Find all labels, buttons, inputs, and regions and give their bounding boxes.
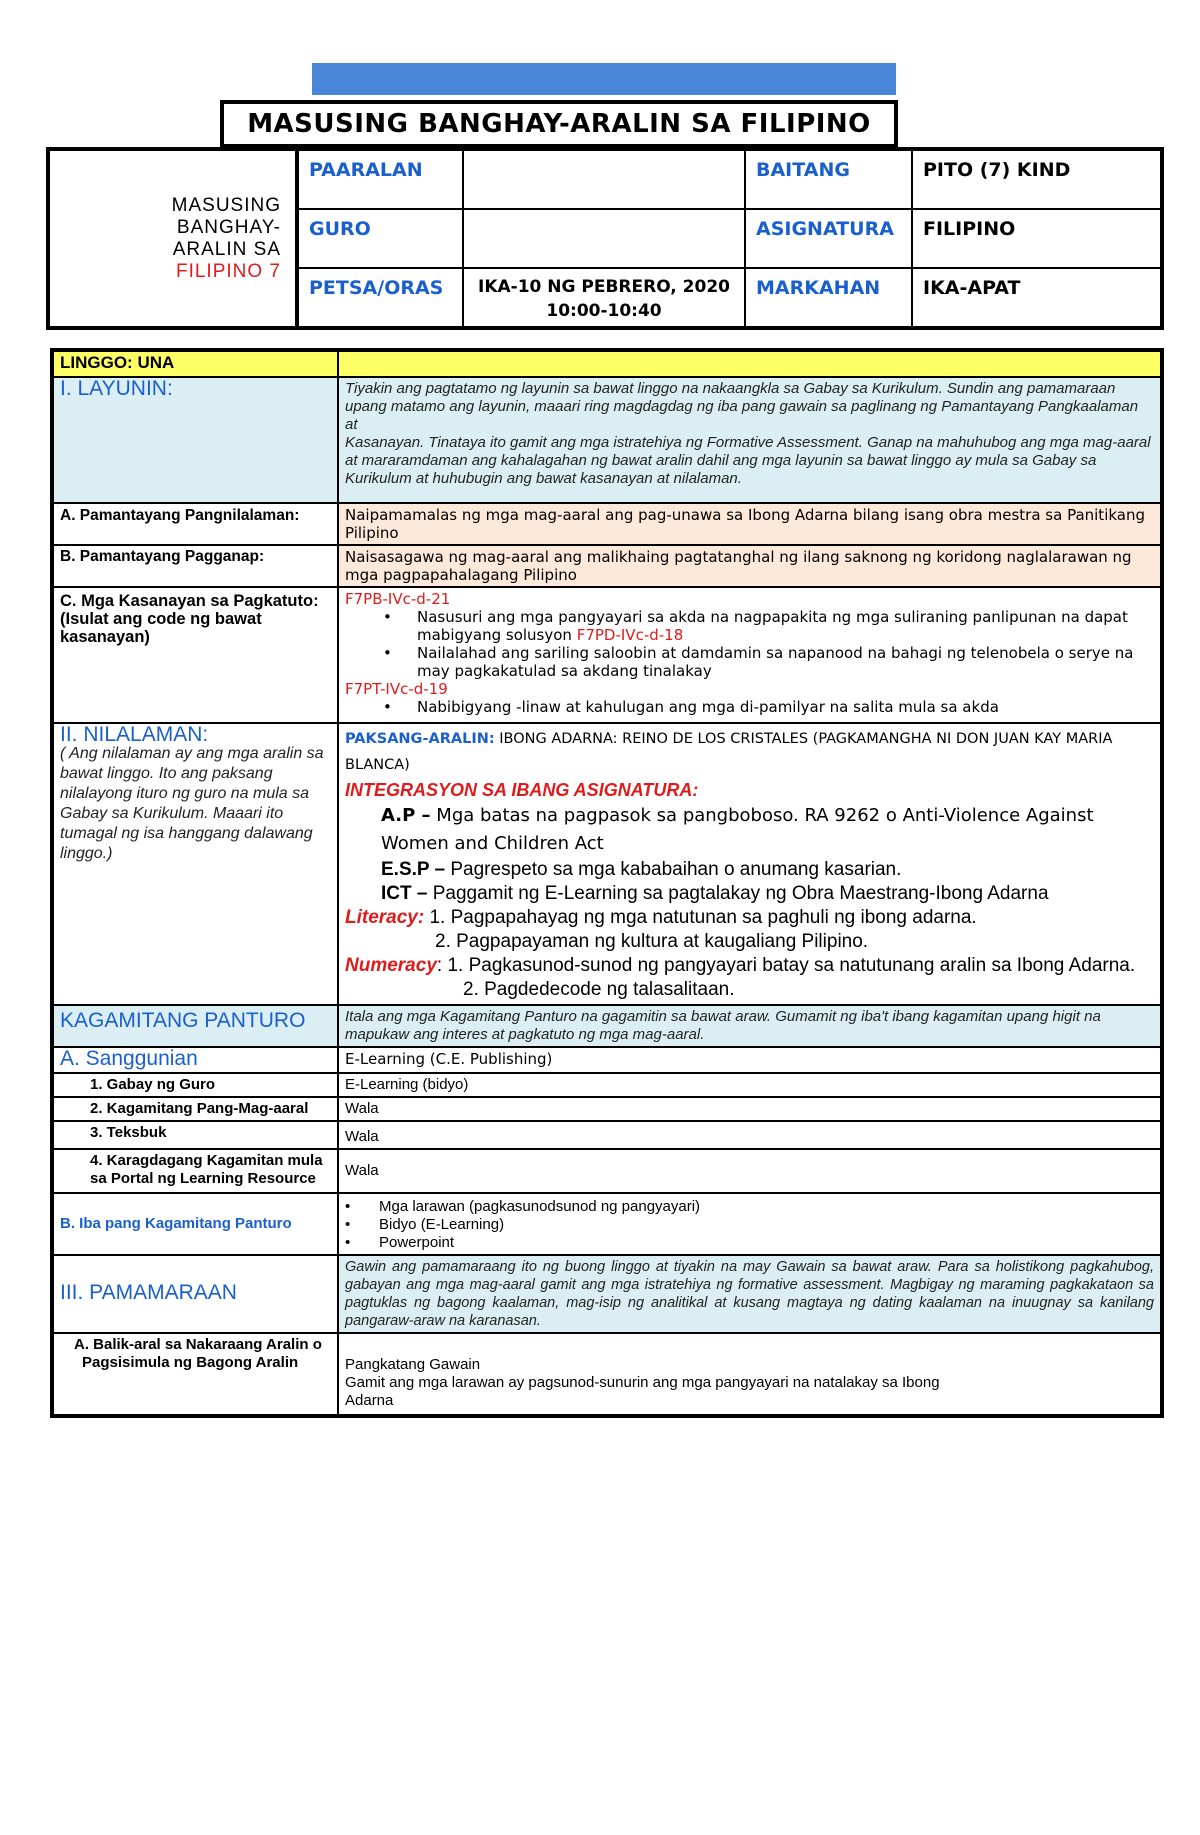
logo-line-2: BANGHAY-: [176, 216, 281, 238]
ap-text: Mga batas na pagpasok sa pangboboso. RA 9262 o Anti-Violence Against Women and Children Act: [381, 805, 1094, 854]
layunin-text-2: Kasanayan. Tinataya ito gamit ang mga istratehiya ng Formative Assessment. Ganap na mahuhubog ang mga mag-aaral at mararamdaman ang kahalagahan ng bawat aralin dahil ang mga layunin sa bawat linggo ay mula sa Gabay sa Kurikulum at huhubugin ang bawat kasanayan at nilalaman.: [345, 434, 1151, 487]
integrasyon-heading: INTEGRASYON SA IBANG ASIGNATURA:: [345, 780, 699, 800]
iba-pang-list: [338, 1193, 1162, 1255]
pagganap-label: B. Pamantayang Pagganap:: [52, 545, 338, 587]
layunin-label: I. LAYUNIN:: [60, 377, 173, 400]
teksbuk-value: Wala: [338, 1121, 1162, 1149]
iba-pang-item-2: [345, 1216, 1154, 1234]
kasanayan-content: [338, 587, 1162, 723]
iba-pang-item-3: [345, 1234, 1154, 1252]
logo-block: [48, 149, 297, 328]
guro-label: GURO: [297, 209, 463, 268]
kasanayan-item-1-body: [417, 608, 1154, 644]
bullet-icon: •: [383, 608, 392, 626]
numeracy-label: Numeracy: [345, 955, 437, 976]
balik-aral-line-2: Gamit ang mga larawan ay pagsunod-sunurin ang mga pangyayari na natalakay sa Ibong: [345, 1374, 940, 1391]
pangnilalaman-text: Naipamamalas ng mga mag-aaral ang pag-unawa sa Ibong Adarna bilang isang obra mestra sa Panitikang Pilipino: [338, 503, 1162, 545]
balik-aral-line-1: Pangkatang Gawain: [345, 1356, 481, 1373]
iba-pang-row: [52, 1193, 1162, 1255]
pangnilalaman-label: A. Pamantayang Pangnilalaman:: [52, 503, 338, 545]
petsa-date: IKA-10 NG PEBRERO, 2020: [478, 277, 730, 297]
teksbuk-row: [52, 1121, 1162, 1149]
kasanayan-item-1-text: Nasusuri ang mga pangyayari sa akda na nagpapakita ng mga suliraning panlipunan na dapat mabigyang solusyon: [417, 608, 1128, 644]
nilalaman-content: [338, 723, 1162, 1005]
sanggunian-row: [52, 1047, 1162, 1073]
iba-pang-item-1-text: Mga larawan (pagkasunodsunod ng pangyayari): [379, 1198, 701, 1215]
layunin-row: [52, 377, 1162, 503]
numeracy-2: 2. Pagdedecode ng talasalitaan.: [463, 979, 735, 1000]
kagamitan-cell: [52, 1005, 338, 1047]
top-accent-bar: [312, 63, 896, 95]
kagamitang-pang-value: Wala: [338, 1097, 1162, 1121]
kasanayan-item-1: [345, 608, 1154, 644]
asignatura-value: FILIPINO: [912, 209, 1162, 268]
ict-line: [345, 882, 1154, 906]
gabay-value: E-Learning (bidyo): [338, 1073, 1162, 1097]
baitang-value: PITO (7) KIND: [912, 149, 1162, 209]
pamamaraan-label: III. PAMAMARAAN: [60, 1281, 237, 1304]
petsa-label: PETSA/ORAS: [297, 268, 463, 328]
iba-pang-item-1: [345, 1198, 1154, 1216]
pamamaraan-text: Gawin ang pamamaraang ito ng buong linggo at tiyakin na may Gawain sa bawat araw. Para sa holistikong pagkahubog, gabayan ang mga mag-aaral gamit ang mga istratehiya ng formative assessment. Magbigay ng maraming pagkakataon sa pagtuklas ng bagong kaalaman, mag-isip ng analitikal at kusang magtaya ng dating kaalaman na inuugnay sa kanilang pangaraw-araw na karanasan.: [338, 1255, 1162, 1333]
logo-line-4: FILIPINO 7: [175, 260, 281, 282]
page-title: MASUSING BANGHAY-ARALIN SA FILIPINO: [220, 100, 898, 148]
karagdagang-label: 4. Karagdagang Kagamitan mula sa Portal ng Learning Resource: [52, 1149, 338, 1193]
pamamaraan-cell: [52, 1255, 338, 1333]
bullet-icon: •: [345, 1234, 351, 1251]
kagamitan-text: Itala ang mga Kagamitang Panturo na gagamitin sa bawat araw. Gumamit ng iba't ibang kagamitan upang higit na mapukaw ang interes at pagkatuto ng mga mag-aaral.: [338, 1005, 1162, 1047]
bullet-icon: •: [345, 1216, 351, 1233]
literacy-1: 1. Pagpapahayag ng mga natutunan sa paghuli ng ibong adarna.: [429, 907, 977, 928]
balik-aral-line-3: Adarna: [345, 1392, 394, 1409]
esp-text: Pagrespeto sa mga kababaihan o anumang kasarian.: [450, 859, 902, 880]
iba-pang-item-2-text: Bidyo (E-Learning): [379, 1216, 505, 1233]
layunin-text: [338, 377, 1162, 503]
logo-line-1: MASUSING: [171, 194, 281, 216]
kasanayan-item-2-text: Nailalahad ang sariling saloobin at damdamin sa napanood na bahagi ng telenobela o serye na may pagkakatulad sa akdang tinalakay: [417, 644, 1134, 680]
logo-line-3: ARALIN SA: [172, 238, 281, 260]
markahan-value: IKA-APAT: [912, 268, 1162, 328]
ap-label: A.P –: [381, 805, 431, 826]
balik-aral-label: A. Balik-aral sa Nakaraang Aralin o Pagsisimula ng Bagong Aralin: [52, 1333, 338, 1416]
pangnilalaman-row: [52, 503, 1162, 545]
literacy-2: 2. Pagpapayaman ng kultura at kaugaliang Pilipino.: [435, 931, 869, 952]
layunin-text-1: Tiyakin ang pagtatamo ng layunin sa bawat linggo na nakaangkla sa Gabay sa Kurikulum. Sundin ang pamamaraan upang matamo ang layunin, maaari ring magdagdag ng iba pang gawain sa paglinang ng Pamantayang Pangkaalaman at: [345, 380, 1139, 433]
numeracy-1: : 1. Pagkasunod-sunod ng pangyayari batay sa natutunang aralin sa Ibong Adarna.: [436, 955, 1136, 976]
markahan-label: MARKAHAN: [745, 268, 912, 328]
kasanayan-code-1: F7PB-IVc-d-21: [345, 590, 451, 608]
kasanayan-row: [52, 587, 1162, 723]
linggo-row: [52, 350, 1162, 377]
esp-line: [345, 858, 1154, 882]
kasanayan-code-2: F7PD-IVc-d-18: [576, 626, 684, 644]
paaralan-value: [463, 149, 745, 209]
info-table: [46, 147, 1164, 330]
paksa-text: IBONG ADARNA: REINO DE LOS CRISTALES (PAGKAMANGHA NI DON JUAN KAY MARIA BLANCA): [345, 731, 1113, 773]
esp-label: E.S.P –: [381, 859, 446, 880]
ap-line: [345, 802, 1154, 858]
guro-value: [463, 209, 745, 268]
literacy-label: Literacy:: [345, 907, 425, 928]
pagganap-row: [52, 545, 1162, 587]
nilalaman-cell: [52, 723, 338, 1005]
ict-label: ICT –: [381, 883, 428, 904]
nilalaman-label: II. NILALAMAN:: [60, 723, 209, 746]
linggo-label: LINGGO: UNA: [52, 350, 338, 377]
sanggunian-label: A. Sanggunian: [60, 1047, 198, 1070]
kasanayan-item-3-text: Nabibigyang -linaw at kahulugan ang mga di-pamilyar na salita mula sa akda: [417, 698, 999, 716]
kagamitan-row: [52, 1005, 1162, 1047]
petsa-time: 10:00-10:40: [546, 301, 662, 321]
asignatura-label: ASIGNATURA: [745, 209, 912, 268]
paaralan-label: PAARALAN: [297, 149, 463, 209]
karagdagang-row: [52, 1149, 1162, 1193]
petsa-value: [463, 268, 745, 328]
lesson-plan-table: [50, 348, 1164, 1418]
kagamitang-pang-row: [52, 1097, 1162, 1121]
balik-aral-row: [52, 1333, 1162, 1416]
karagdagang-value: Wala: [338, 1149, 1162, 1193]
iba-pang-item-3-text: Powerpoint: [379, 1234, 455, 1251]
ict-text: Paggamit ng E-Learning sa pagtalakay ng Obra Maestrang-Ibong Adarna: [432, 883, 1049, 904]
sanggunian-value: E-Learning (C.E. Publishing): [338, 1047, 1162, 1073]
gabay-label: 1. Gabay ng Guro: [52, 1073, 338, 1097]
teksbuk-label: 3. Teksbuk: [52, 1121, 338, 1149]
nilalaman-row: [52, 723, 1162, 1005]
linggo-value: [338, 350, 1162, 377]
bullet-icon: •: [383, 698, 392, 716]
layunin-cell: [52, 377, 338, 503]
bullet-icon: •: [383, 644, 392, 662]
kasanayan-code-3: F7PT-IVc-d-19: [345, 680, 448, 698]
literacy-line-1: [345, 906, 1154, 930]
sanggunian-cell: [52, 1047, 338, 1073]
bullet-icon: •: [345, 1198, 351, 1215]
numeracy-line-1: [345, 954, 1154, 978]
iba-pang-label: B. Iba pang Kagamitang Panturo: [52, 1193, 338, 1255]
kasanayan-item-2: [345, 644, 1154, 680]
baitang-label: BAITANG: [745, 149, 912, 209]
kagamitan-label: KAGAMITANG PANTURO: [60, 1009, 306, 1032]
gabay-row: [52, 1073, 1162, 1097]
pagganap-text: Naisasagawa ng mag-aaral ang malikhaing pagtatanghal ng ilang saknong ng koridong naglalarawan ng mga pagpapahalagang Pilipino: [338, 545, 1162, 587]
balik-aral-content: [338, 1333, 1162, 1416]
pamamaraan-row: [52, 1255, 1162, 1333]
paksa-label: PAKSANG-ARALIN:: [345, 731, 495, 747]
kasanayan-item-3: [345, 698, 1154, 716]
nilalaman-note: ( Ang nilalaman ay ang mga aralin sa bawat linggo. Ito ang paksang nilalayong ituro ng guro na mula sa Gabay sa Kurikulum. Maaari ito tumagal ng isa hanggang dalawang linggo.): [60, 745, 324, 862]
kasanayan-label: C. Mga Kasanayan sa Pagkatuto: (Isulat ang code ng bawat kasanayan): [52, 587, 338, 723]
kagamitang-pang-label: 2. Kagamitang Pang-Mag-aaral: [52, 1097, 338, 1121]
